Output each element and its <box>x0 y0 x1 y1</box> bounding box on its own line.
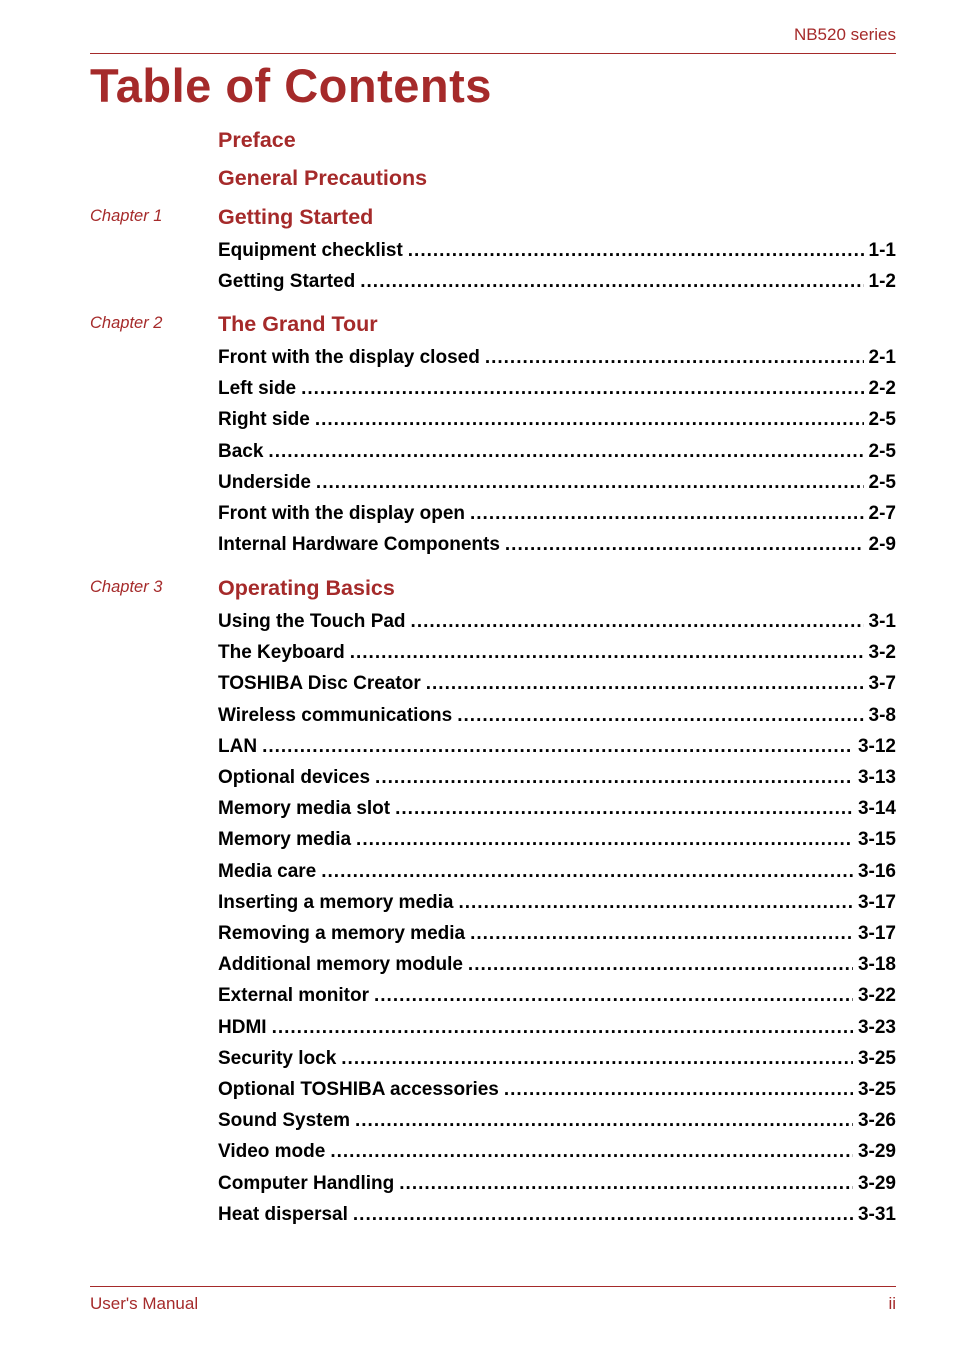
toc-entry[interactable] <box>218 503 896 527</box>
dot-leader <box>426 673 864 695</box>
toc-entry-page: 3-13 <box>857 767 896 788</box>
toc-entry-page: 1-2 <box>868 271 896 293</box>
toc-entry-text: Inserting a memory media <box>218 891 454 913</box>
toc-entry-text: Sound System <box>218 1110 350 1132</box>
footer-page-number: ii <box>888 1294 896 1313</box>
toc-entry[interactable] <box>218 1141 896 1165</box>
footer-manual-name: User's Manual <box>90 1294 199 1313</box>
toc-entry-page: 2-5 <box>868 440 896 462</box>
toc-entry-text: Right side <box>218 409 310 431</box>
toc-entry[interactable] <box>218 705 896 729</box>
dot-leader <box>315 409 864 431</box>
toc-entry[interactable] <box>218 767 896 791</box>
toc-entry-text: Computer Handling <box>218 1172 395 1194</box>
toc-entry[interactable] <box>218 409 896 433</box>
toc-entry-text: Optional devices <box>218 767 371 788</box>
header-rule <box>90 53 896 54</box>
toc-entry[interactable] <box>218 1110 896 1134</box>
toc-entry[interactable] <box>218 378 896 402</box>
toc-section-link[interactable]: General Precautions <box>218 166 428 190</box>
toc-entry[interactable] <box>218 441 896 465</box>
toc-entry[interactable] <box>218 736 896 760</box>
toc-entry-page: 3-31 <box>857 1203 896 1225</box>
chapter-label: Chapter 3 <box>90 578 163 596</box>
dot-leader <box>374 985 853 1007</box>
toc-entry-page: 1-1 <box>868 240 896 261</box>
chapter-label: Chapter 1 <box>90 207 163 225</box>
toc-entry-page: 2-9 <box>868 534 896 556</box>
dot-leader <box>268 441 863 463</box>
dot-leader <box>355 1110 853 1132</box>
dot-leader <box>408 240 864 262</box>
dot-leader <box>356 829 853 851</box>
toc-entry-text: Memory media slot <box>218 798 391 820</box>
dot-leader <box>375 767 853 789</box>
chapter-title-link[interactable]: The Grand Tour <box>218 312 378 336</box>
toc-entry-text: Internal Hardware Components <box>218 534 500 556</box>
toc-entry-text: Back <box>218 440 264 462</box>
toc-entry[interactable] <box>218 923 896 947</box>
dot-leader <box>262 736 853 758</box>
toc-entry-text: HDMI <box>218 1016 267 1038</box>
toc-entry-page: 3-23 <box>857 1016 896 1038</box>
toc-entry-page: 3-22 <box>857 985 896 1007</box>
toc-entry-text: Using the Touch Pad <box>218 611 406 632</box>
toc-entry-text: Wireless communications <box>218 704 453 726</box>
toc-entry-page: 3-17 <box>857 891 896 913</box>
toc-entry-text: External monitor <box>218 985 369 1007</box>
toc-entry-page: 3-2 <box>868 642 896 664</box>
dot-leader <box>301 378 863 400</box>
toc-entry[interactable] <box>218 798 896 822</box>
toc-entry-text: Security lock <box>218 1047 337 1069</box>
toc-entry[interactable] <box>218 1079 896 1103</box>
toc-entry-page: 3-7 <box>868 673 896 695</box>
toc-entry-page: 3-14 <box>857 798 896 820</box>
toc-entry-page: 3-16 <box>857 860 896 882</box>
toc-entry[interactable] <box>218 472 896 496</box>
toc-entry[interactable] <box>218 985 896 1009</box>
toc-entry[interactable] <box>218 829 896 853</box>
toc-entry[interactable] <box>218 673 896 697</box>
toc-entry-text: Heat dispersal <box>218 1203 348 1225</box>
toc-entry[interactable] <box>218 1204 896 1228</box>
toc-entry-text: The Keyboard <box>218 642 345 664</box>
toc-entry-page: 3-25 <box>857 1047 896 1069</box>
dot-leader <box>458 892 853 914</box>
dot-leader <box>468 954 853 976</box>
dot-leader <box>272 1017 853 1039</box>
toc-entry[interactable] <box>218 271 896 295</box>
dot-leader <box>360 271 863 293</box>
toc-entry-page: 2-2 <box>868 378 896 400</box>
footer-rule <box>90 1286 896 1287</box>
toc-entry-page: 2-7 <box>868 503 896 524</box>
toc-entry-page: 3-29 <box>857 1172 896 1194</box>
toc-entry-text: Memory media <box>218 829 352 851</box>
toc-entry-text: LAN <box>218 735 258 757</box>
toc-entry-text: TOSHIBA Disc Creator <box>218 673 421 695</box>
toc-entry-page: 3-12 <box>857 735 896 757</box>
dot-leader <box>411 611 864 633</box>
toc-entry[interactable] <box>218 240 896 264</box>
toc-entry[interactable] <box>218 892 896 916</box>
page-title: Table of Contents <box>90 59 492 112</box>
dot-leader <box>470 503 864 525</box>
toc-entry-text: Left side <box>218 378 297 400</box>
dot-leader <box>353 1204 853 1226</box>
toc-entry-page: 2-1 <box>868 347 896 368</box>
toc-entry-page: 3-17 <box>857 923 896 944</box>
toc-entry-page: 3-25 <box>857 1079 896 1100</box>
dot-leader <box>470 923 853 945</box>
dot-leader <box>316 472 864 494</box>
toc-entry-text: Removing a memory media <box>218 923 466 944</box>
dot-leader <box>341 1048 853 1070</box>
toc-entry-text: Front with the display open <box>218 503 465 524</box>
chapter-title-link[interactable]: Getting Started <box>218 205 374 229</box>
dot-leader <box>321 861 853 883</box>
toc-entry-page: 3-8 <box>868 704 896 726</box>
dot-leader <box>395 798 853 820</box>
toc-entry-text: Getting Started <box>218 271 356 293</box>
dot-leader <box>399 1173 853 1195</box>
toc-entry-text: Media care <box>218 860 317 882</box>
toc-entry-text: Additional memory module <box>218 954 463 976</box>
toc-entry-text: Underside <box>218 471 311 493</box>
toc-entry-page: 3-1 <box>868 611 896 632</box>
dot-leader <box>485 347 864 369</box>
dot-leader <box>505 534 864 556</box>
toc-entry-page: 3-15 <box>857 829 896 851</box>
header-series: NB520 series <box>793 25 896 44</box>
toc-section-link[interactable]: Preface <box>218 128 296 152</box>
toc-entry[interactable] <box>218 1048 896 1072</box>
dot-leader <box>504 1079 853 1101</box>
toc-entry-page: 2-5 <box>868 471 896 493</box>
dot-leader <box>330 1141 853 1163</box>
toc-entry[interactable] <box>218 861 896 885</box>
toc-entry[interactable] <box>218 642 896 666</box>
chapter-label: Chapter 2 <box>90 314 163 332</box>
toc-entry-page: 3-18 <box>857 954 896 976</box>
toc-entry[interactable] <box>218 1173 896 1197</box>
toc-entry[interactable] <box>218 1017 896 1041</box>
dot-leader <box>457 705 863 727</box>
toc-entry[interactable] <box>218 954 896 978</box>
toc-entry[interactable] <box>218 611 896 635</box>
toc-entry-page: 3-26 <box>857 1110 896 1132</box>
toc-entry-text: Front with the display closed <box>218 347 480 368</box>
toc-entry-text: Optional TOSHIBA accessories <box>218 1079 499 1100</box>
toc-entry-page: 3-29 <box>857 1141 896 1163</box>
toc-entry-page: 2-5 <box>868 409 896 431</box>
dot-leader <box>350 642 864 664</box>
toc-entry[interactable] <box>218 347 896 371</box>
toc-entry-text: Equipment checklist <box>218 240 403 261</box>
chapter-title-link[interactable]: Operating Basics <box>218 576 395 600</box>
toc-entry[interactable] <box>218 534 896 558</box>
toc-entry-text: Video mode <box>218 1141 326 1163</box>
